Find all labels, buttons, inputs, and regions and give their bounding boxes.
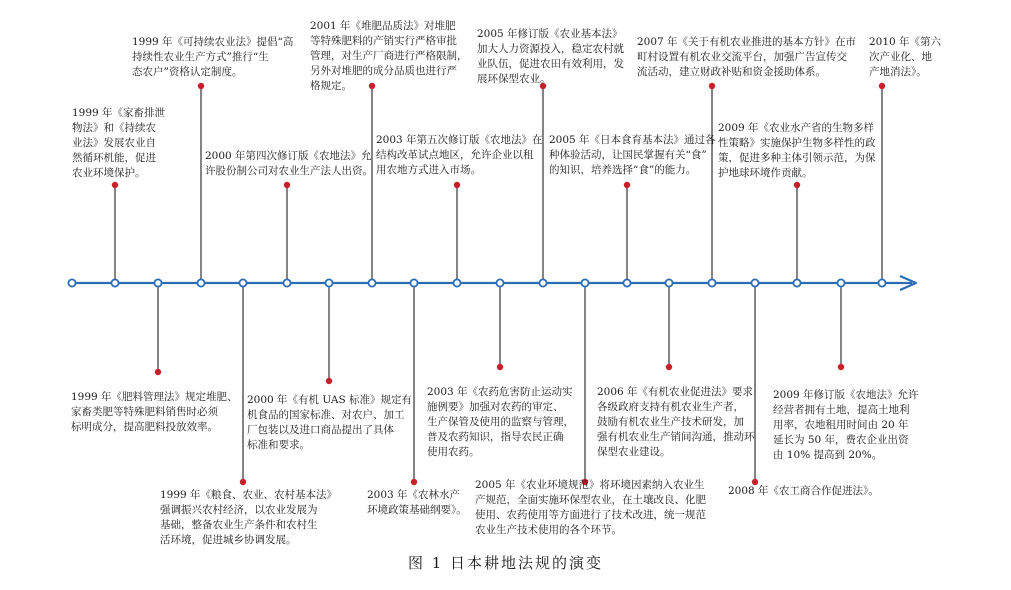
- event-above-10-node: [878, 279, 885, 286]
- event-below-2-node: [239, 279, 246, 286]
- event-above-7-text: 2005 年《日本食育基本法》通过各 种体验活动，让国民掌握有关“食” 的知识，培养选择“食”的能力。: [549, 134, 716, 176]
- event-below-9-text: 2009 年修订版《农地法》允许 经营者拥有土地，提高土地利 用率，农地租用时间由 20 年 延长为 50 年，费农企业出资 由 10% 提高到 20%。: [773, 389, 919, 461]
- event-below-6-text: 2005 年《农业环境规范》将环境因素纳入农业生 产规范，全面实施环保型农业，在土壤改良、化肥 使用、农药使用等方面进行了技术改进，统一规范 农业生产技术使用的各个环节。: [475, 479, 706, 536]
- event-above-3-node: [283, 279, 290, 286]
- event-below-4-node: [410, 279, 417, 286]
- event-above-8-text: 2007 年《关于有机农业推进的基本方针》在市 町村设置有机农业交流平台，加强广告宣传交 流活动，建立财政补贴和资金援助体系。: [637, 36, 857, 78]
- event-above-6-text: 2005 年修订版《农业基本法》 加大人力资源投入，稳定农村就 业队伍，促进农田有效利用，发 展环保型农业。: [477, 28, 624, 85]
- event-above-2-marker: [198, 83, 204, 89]
- event-below-4-marker: [411, 479, 417, 485]
- event-above-7-marker: [624, 182, 630, 188]
- event-above-4-node: [368, 279, 375, 286]
- event-below-1-text: 1999 年《肥料管理法》规定堆肥、 家畜类肥等特殊肥料销售时必须 标明成分，提高肥料投放效率。: [71, 391, 238, 433]
- event-below-4-text: 2003 年《农林水产 环境政策基础纲要》。: [367, 489, 467, 516]
- event-above-8-node: [708, 279, 715, 286]
- event-above-9-text: 2009 年《农业水产省的生物多样 性策略》实施保护生物多样性的政 策，促进多种主体引领示范，为保 护地球环境作贡献。: [718, 122, 876, 179]
- event-below-5-text: 2003 年《农药危害防止运动实 施例要》加强对农药的审定、 生产保管及使用的监察与管理， 普及农药知识，指导农民正确 使用农药。: [427, 386, 574, 458]
- event-above-6-node: [539, 279, 546, 286]
- event-above-2-node: [197, 279, 204, 286]
- event-below-9-node: [837, 279, 844, 286]
- event-above-5-node: [453, 279, 460, 286]
- event-below-3-text: 2000 年《有机 UAS 标准》规定有 机食品的国家标准、对农户、加工 厂包装以及进口商品提出了具体 标准和要求。: [247, 394, 413, 451]
- event-below-1-marker: [155, 369, 161, 375]
- event-above-2-text: 1999 年《可持续农业法》提倡“高 持续性农业生产方式”推行“生 态农户”资格认定制度。: [132, 36, 294, 78]
- event-below-3-node: [325, 279, 332, 286]
- event-below-7-marker: [666, 364, 672, 370]
- event-above-1-node: [111, 279, 118, 286]
- event-below-5-node: [496, 279, 503, 286]
- event-below-3-marker: [326, 378, 332, 384]
- event-below-2-marker: [240, 479, 246, 485]
- event-below-1-node: [154, 279, 161, 286]
- event-above-5-marker: [454, 182, 460, 188]
- figure-caption: 图 1 日本耕地法规的演变: [407, 554, 604, 572]
- event-above-1-text: 1999 年《家畜排泄 物法》和《持续农 业法》发展农业自 然循环机能，促进 农业环境保护。: [72, 107, 166, 179]
- event-above-3-text: 2000 年第四次修订版《农地法》允 许股份制公司对农业生产法人出资。: [205, 150, 373, 177]
- event-below-2-text: 1999 年《粮食、农业、农村基本法》 强调振兴农村经济，以农业发展为 基础，整备农业生产条件和农村生 活环境，促进城乡协调发展。: [160, 489, 338, 546]
- event-below-7-node: [665, 279, 672, 286]
- event-below-6-node: [581, 279, 588, 286]
- event-below-5-marker: [497, 364, 503, 370]
- event-above-9-node: [793, 279, 800, 286]
- event-above-5-text: 2003 年第五次修订版《农地法》在 结构改革试点地区，允许企业以租 用农地方式进入市场。: [376, 134, 543, 176]
- event-above-7-node: [623, 279, 630, 286]
- timeline-start-node: [68, 279, 75, 286]
- event-below-8-text: 2008 年《农工商合作促进法》。: [728, 485, 879, 497]
- event-above-1-marker: [112, 182, 118, 188]
- event-above-9-marker: [794, 182, 800, 188]
- event-above-10-marker: [879, 83, 885, 89]
- event-below-9-marker: [838, 364, 844, 370]
- event-below-8-node: [751, 279, 758, 286]
- event-below-7-text: 2006 年《有机农业促进法》要求 各级政府支持有机农业生产者， 鼓励有机农业生产技术研发，加 强有机农业生产销间沟通，推动环 保型农业建设。: [597, 386, 755, 458]
- event-above-4-text: 2001 年《堆肥品质法》对堆肥 等特殊肥料的产销实行严格审批 管理，对生产厂商进行严格限制， 另外对堆肥的成分品质也进行严 格规定。: [310, 20, 468, 92]
- event-above-8-marker: [709, 83, 715, 89]
- event-above-10-text: 2010 年《第六 次产业化、地 产地消法》。: [869, 36, 942, 78]
- event-above-3-marker: [284, 182, 290, 188]
